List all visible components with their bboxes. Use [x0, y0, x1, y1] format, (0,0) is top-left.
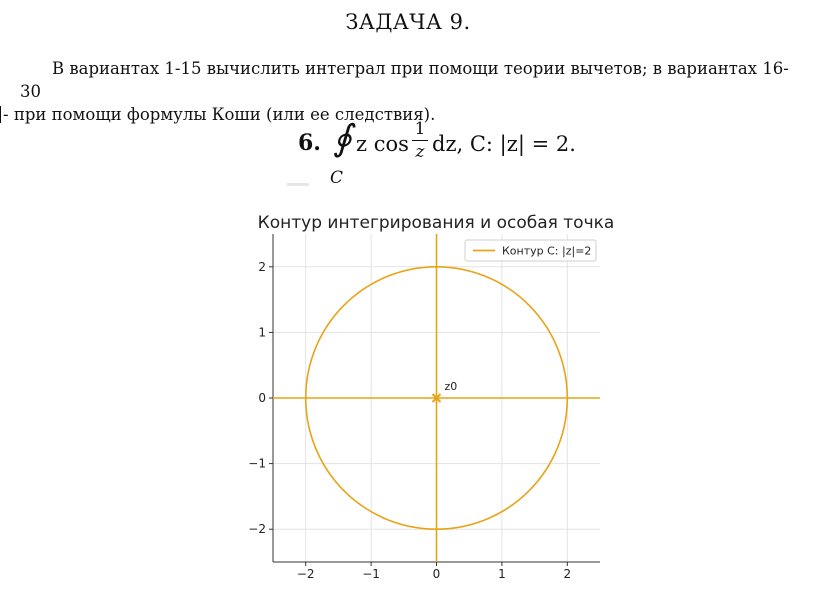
y-tick-label: −1 [248, 456, 266, 471]
plot-area [248, 234, 600, 581]
x-tick-label: 2 [563, 567, 572, 581]
problem-number: 6. [298, 130, 321, 156]
y-tick-label: 2 [258, 259, 266, 274]
y-tick-label: 0 [258, 391, 266, 405]
fraction-denominator: z [415, 142, 425, 162]
x-tick-label: −2 [296, 567, 315, 581]
contour-integral-sign: ∮ [333, 118, 352, 159]
x-tick-label: 0 [432, 567, 441, 581]
task-paragraph-text-1: В вариантах 1-15 вычислить интеграл при помощи теории вычетов; в вариантах 16-30 [20, 59, 789, 101]
y-tick-label: 1 [258, 325, 266, 340]
singular-point-label: z0 [444, 380, 458, 393]
fraction-numerator: 1 [414, 119, 426, 139]
task-paragraph-text-2: - при помощи формулы Коши (или ее следствия). [3, 105, 436, 124]
task-title: ЗАДАЧА 9. [345, 10, 471, 34]
integrand-end: dz, C: |z| = 2. [432, 132, 576, 156]
integrand-start: z cos [356, 132, 409, 156]
x-tick-label: 1 [498, 567, 506, 581]
legend-label: Контур C: |z|=2 [502, 244, 592, 258]
y-tick-label: −2 [248, 522, 266, 537]
chart-title: Контур интегрирования и особая точка [257, 213, 615, 233]
contour-subscript: C [330, 168, 344, 188]
x-tick-label: −1 [362, 567, 380, 581]
